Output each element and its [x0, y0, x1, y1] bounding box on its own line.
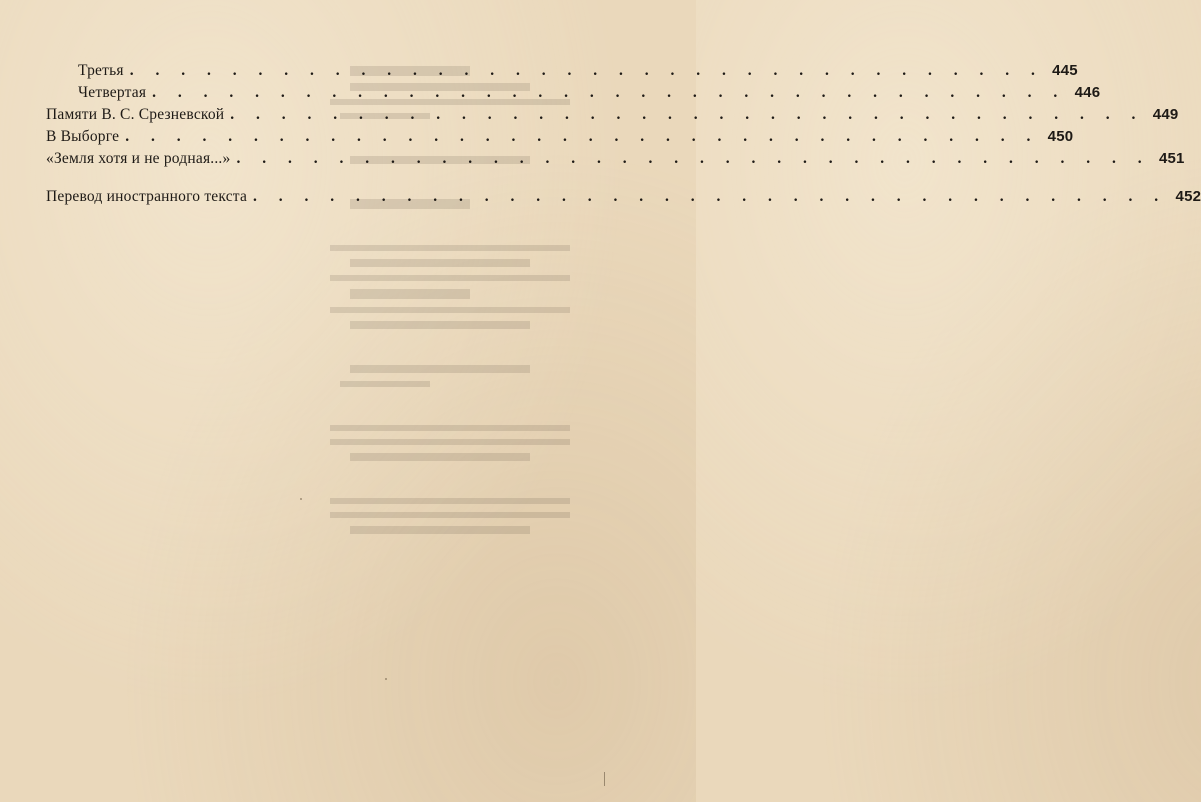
- toc-entry-zemlya[interactable]: [46, 150, 1185, 172]
- toc-entry-perevod[interactable]: [46, 188, 1201, 210]
- toc-entry-page: 449: [1152, 106, 1179, 123]
- toc-entry-page: 445: [1052, 62, 1078, 79]
- table-of-contents: [46, 62, 1201, 210]
- toc-entry-pamyati[interactable]: [46, 106, 1179, 128]
- toc-entry-title: Перевод иностранного текста: [46, 188, 248, 205]
- toc-leader-dots: . . . . . . . . . . . . . . . . . . . . . . . . . . . . . . . . . . . .: [230, 106, 1145, 123]
- paper-speck: [385, 678, 387, 680]
- toc-leader-dots: . . . . . . . . . . . . . . . . . . . . . . . . . . . . . . . . . . . .: [236, 150, 1151, 167]
- toc-leader-dots: . . . . . . . . . . . . . . . . . . . . . . . . . . . . . . . . . . . .: [125, 128, 1040, 145]
- toc-entry-page: 450: [1047, 128, 1074, 145]
- toc-entry-title: Четвертая: [78, 84, 147, 101]
- paper-speck: [604, 772, 605, 786]
- toc-leader-dots: . . . . . . . . . . . . . . . . . . . . . . . . . . . . . . . . . . . .: [253, 188, 1168, 205]
- toc-entry-title: Памяти В. С. Срезневской: [46, 106, 225, 123]
- toc-entry-tretya[interactable]: [46, 62, 1078, 84]
- toc-entry-title: Третья: [78, 62, 124, 79]
- toc-entry-v-vyborge[interactable]: [46, 128, 1074, 150]
- toc-entry-chetvertaya[interactable]: [46, 84, 1101, 106]
- paper-speck: [300, 498, 302, 500]
- toc-entry-title: В Выборге: [46, 128, 120, 145]
- toc-leader-dots: . . . . . . . . . . . . . . . . . . . . . . . . . . . . . . . . . . . .: [129, 62, 1044, 79]
- toc-entry-title: «Земля хотя и не родная...»: [46, 150, 231, 167]
- toc-entry-page: 446: [1074, 84, 1101, 101]
- toc-leader-dots: . . . . . . . . . . . . . . . . . . . . . . . . . . . . . . . . . . . .: [152, 84, 1067, 101]
- toc-entry-page: 451: [1158, 150, 1185, 167]
- toc-entry-page: 452: [1175, 188, 1201, 205]
